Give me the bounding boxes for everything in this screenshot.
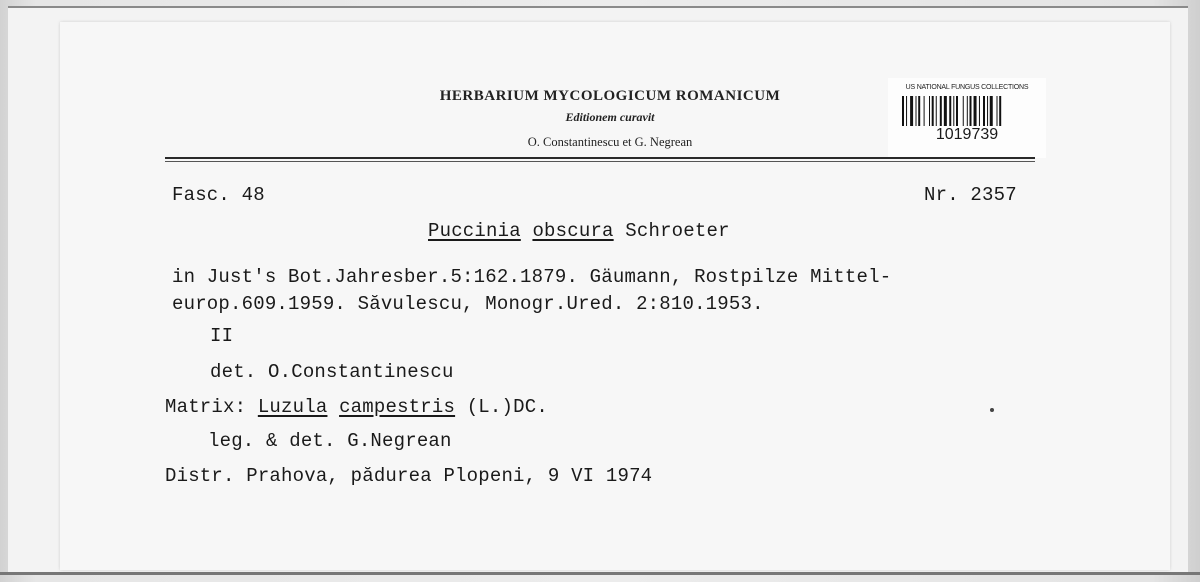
matrix-author: (L.)DC.: [466, 396, 548, 418]
barcode-caption: US NATIONAL FUNGUS COLLECTIONS: [905, 84, 1029, 91]
matrix-genus: Luzula: [257, 396, 328, 418]
stray-mark: [990, 408, 994, 412]
citation-line-1: in Just's Bot.Jahresber.5:162.1879. Gäumann, Rostpilze Mittel-: [172, 266, 892, 288]
matrix-label: Matrix:: [165, 396, 247, 418]
determiner: det. O.Constantinescu: [210, 361, 454, 383]
herbarium-title: HERBARIUM MYCOLOGICUM ROMANICUM: [439, 88, 781, 104]
matrix-epithet: campestris: [339, 396, 456, 418]
barcode-sticker: [888, 78, 1046, 158]
species-epithet: obscura: [532, 220, 614, 242]
species-name: [428, 220, 730, 242]
sheet-bottom-edge: [0, 572, 1200, 575]
herbarium-editors: O. Constantinescu et G. Negrean: [527, 135, 693, 149]
header-divider: [165, 157, 1035, 159]
barcode-number: 1019739: [935, 126, 999, 143]
fascicle-number: Fasc. 48: [172, 184, 265, 206]
collector: leg. & det. G.Negrean: [208, 430, 452, 452]
species-author: Schroeter: [625, 220, 730, 242]
citation-line-2: europ.609.1959. Săvulescu, Monogr.Ured. 2:810.1953.: [172, 293, 764, 315]
species-genus: Puccinia: [428, 220, 521, 242]
header-divider-thin: [165, 161, 1035, 162]
barcode-icon: [902, 96, 1034, 126]
distribution-locality: Distr. Prahova, pădurea Plopeni, 9 VI 1974: [165, 465, 653, 487]
herbarium-subtitle: Editionem curavit: [565, 110, 655, 124]
spore-stage: II: [210, 325, 234, 347]
specimen-number: Nr. 2357: [924, 184, 1017, 206]
matrix-line: [165, 396, 548, 418]
